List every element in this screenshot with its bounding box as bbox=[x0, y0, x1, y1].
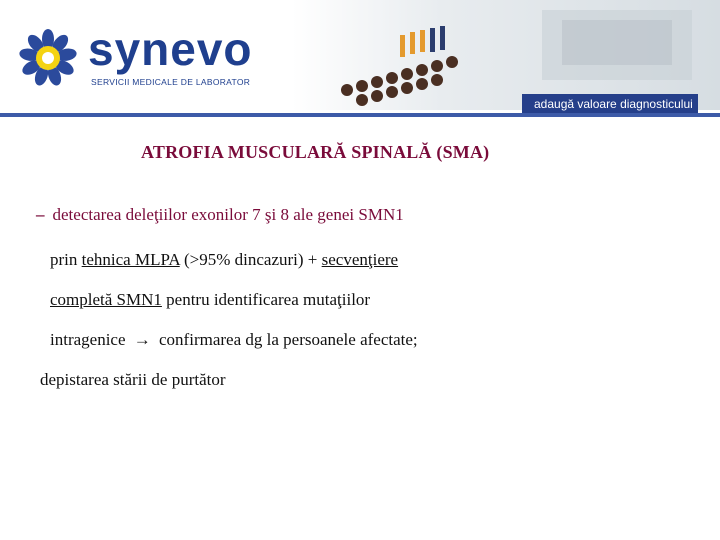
line-4-rest: confirmarea dg la persoanele afectate; bbox=[159, 330, 418, 349]
line-2-cases: cazuri) + bbox=[256, 250, 318, 269]
body-line-5: depistarea stării de purtător bbox=[40, 370, 226, 389]
body-line-4 bbox=[50, 330, 418, 350]
line-3-complete-smn1: completă SMN1 bbox=[50, 290, 162, 309]
line-2-sequencing: secvenţiere bbox=[321, 250, 399, 269]
right-arrow-icon: → bbox=[133, 330, 151, 349]
slide-header bbox=[0, 0, 720, 120]
bullet-line-1 bbox=[36, 205, 404, 225]
line-4-intragenic: intragenice bbox=[50, 330, 126, 349]
body-line-2 bbox=[50, 250, 398, 270]
header-divider bbox=[0, 113, 720, 117]
bullet-dash-icon: – bbox=[36, 205, 45, 224]
slide-title: ATROFIA MUSCULARĂ SPINALĂ (SMA) bbox=[141, 142, 490, 162]
synevo-flower-logo-icon bbox=[18, 28, 78, 88]
tagline-banner: adaugă valoare diagnosticului bbox=[522, 94, 698, 114]
line-2-mlpa: tehnica MLPA bbox=[81, 250, 180, 269]
body-line-3 bbox=[50, 290, 370, 310]
line-2-percent: (>95% din bbox=[179, 250, 257, 269]
brand-name: synevo bbox=[88, 23, 253, 75]
line-3-rest: pentru identificarea mutaţiilor bbox=[166, 290, 371, 309]
line-1-text: detectarea deleţiilor exonilor 7 şi 8 ale genei SMN1 bbox=[52, 205, 404, 224]
line-2-prin: prin bbox=[50, 250, 78, 269]
brand-subtitle: SERVICII MEDICALE DE LABORATOR bbox=[91, 77, 251, 87]
